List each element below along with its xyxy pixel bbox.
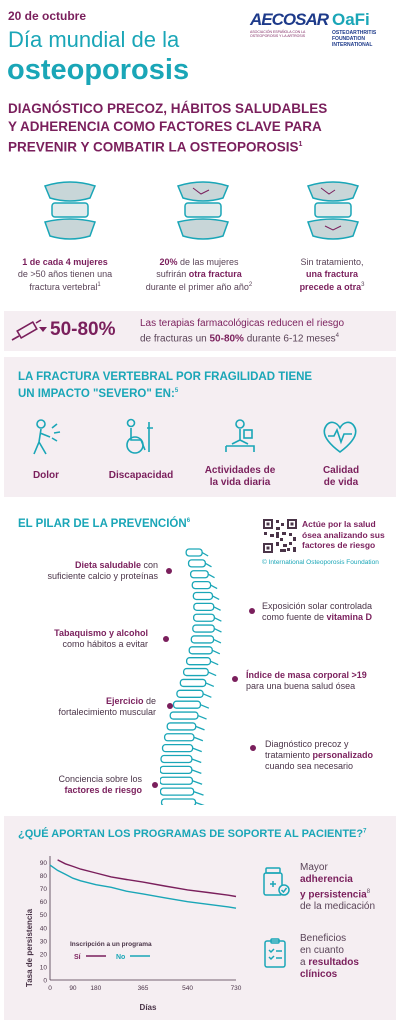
vertebra-process bbox=[211, 585, 218, 589]
page-title: osteoporosis bbox=[7, 54, 190, 86]
support-title: ¿QUÉ APORTAN LOS PROGRAMAS DE SOPORTE AL PACIENTE?$^7$ bbox=[18, 828, 367, 840]
date-label: 20 de octubre bbox=[8, 9, 87, 23]
y-tick-label: 40 bbox=[39, 925, 47, 933]
vertebra-segment bbox=[193, 625, 214, 632]
vertebra-segment bbox=[180, 679, 205, 686]
pillar-item-diagnosis: Diagnóstico precoz y tratamiento personalizado cuando sea necesario bbox=[265, 739, 374, 771]
vertebra-process bbox=[212, 650, 220, 654]
x-tick-label: 90 bbox=[69, 985, 77, 992]
x-tick-label: 540 bbox=[182, 985, 194, 992]
pillar-title: EL PILAR DE LA PREVENCIÓN$^6$ bbox=[18, 518, 191, 530]
series-line-no bbox=[50, 865, 236, 908]
vertebra-segment bbox=[160, 788, 193, 795]
vertebra-segment bbox=[189, 560, 206, 567]
impact-label-disability: Discapacidad bbox=[108, 470, 174, 481]
vertebra-segment bbox=[194, 603, 214, 610]
vertebra-process bbox=[210, 661, 218, 665]
vertebra-process bbox=[208, 672, 216, 676]
vertebra-segment bbox=[167, 723, 196, 730]
impact-title: LA FRACTURA VERTEBRAL POR FRAGILIDAD TIENE UN IMPACTO "SEVERO" EN:$^5$ bbox=[18, 371, 313, 400]
spine-illustration bbox=[160, 545, 230, 805]
vertebra-segment bbox=[194, 614, 215, 621]
y-tick-label: 30 bbox=[39, 938, 47, 946]
series-line-si bbox=[58, 860, 236, 897]
vertebra-process bbox=[208, 574, 214, 578]
oafi-logo: OaFi OSTEOARTHRITIS FOUNDATION INTERNATIONAL bbox=[332, 10, 377, 48]
pillar-dot bbox=[249, 608, 255, 614]
vertebra-segment bbox=[163, 745, 193, 752]
vertebra-segment bbox=[161, 756, 192, 763]
y-tick-label: 90 bbox=[39, 860, 47, 868]
therapy-text: Las terapias farmacológicas reducen el riesgo de fracturas un 50-80% durante 6-12 meses$^4$ bbox=[140, 318, 344, 345]
y-tick-label: 0 bbox=[43, 977, 47, 985]
pillar-item-diet: Dieta saludable con suficiente calcio y proteínas bbox=[47, 560, 158, 581]
pillar-item-sun: Exposición solar controlada como fuente de vitamina D bbox=[262, 601, 373, 622]
vertebra-segment bbox=[160, 777, 192, 784]
pain-icon bbox=[28, 418, 64, 456]
legend-title: Inscripción a un programa bbox=[70, 941, 152, 948]
impact-label-pain: Dolor bbox=[32, 470, 60, 481]
vertebra-icon bbox=[45, 182, 95, 239]
y-tick-label: 60 bbox=[39, 899, 47, 907]
vertebra-process bbox=[212, 596, 219, 600]
vertebra-process bbox=[194, 792, 204, 796]
heart-icon bbox=[320, 418, 360, 456]
pillar-dot bbox=[166, 568, 172, 574]
impact-label-daily: Actividades de la vida diaria bbox=[204, 465, 276, 488]
vertebra-process bbox=[200, 705, 208, 709]
vertebra-process bbox=[198, 716, 207, 720]
chart-xlabel: Días bbox=[139, 1003, 157, 1012]
vertebra-process bbox=[193, 748, 202, 752]
legend-yes: Sí bbox=[74, 954, 81, 961]
vertebra-process bbox=[196, 726, 205, 730]
chart-ylabel: Tasa de persistencia bbox=[25, 908, 34, 988]
y-tick-label: 70 bbox=[39, 886, 47, 894]
vertebra-segment bbox=[162, 799, 196, 805]
vertebra-process bbox=[214, 639, 221, 643]
vertebra-segment bbox=[186, 549, 202, 556]
daily-activities-icon bbox=[222, 418, 258, 456]
pillar-dot bbox=[167, 703, 173, 709]
x-tick-label: 0 bbox=[48, 985, 52, 992]
x-tick-label: 180 bbox=[90, 985, 102, 992]
vertebra-process bbox=[214, 629, 221, 633]
pillar-item-exercise: Ejercicio de fortalecimiento muscular bbox=[58, 696, 156, 717]
copyright-note: © International Osteoporosis Foundation bbox=[262, 559, 379, 566]
vertebra-process bbox=[203, 694, 211, 698]
vertebra-process bbox=[192, 770, 201, 774]
benefit-adherence: Mayor adherencia y persistencia$^8$ de la medicación bbox=[300, 862, 376, 913]
vertebra-process bbox=[214, 607, 221, 611]
legend-no: No bbox=[116, 954, 126, 961]
therapy-value: 50-80% bbox=[50, 319, 116, 340]
stat-vertebral: 1 de cada 4 mujeres de >50 años tienen una fractura vertebral$^1$ bbox=[17, 257, 113, 292]
vertebra-segment bbox=[165, 734, 194, 741]
vertebra-segment bbox=[191, 636, 213, 643]
vertebra-segment bbox=[189, 647, 212, 654]
y-tick-label: 50 bbox=[39, 912, 47, 920]
vertebra-segment bbox=[173, 701, 200, 708]
pillar-item-bmi: Índice de masa corporal >19 para una buena salud ósea bbox=[246, 670, 367, 691]
qr-caption: Actúe por la salud ósea analizando sus factores de riesgo bbox=[302, 519, 385, 550]
wheelchair-icon bbox=[123, 418, 159, 456]
vertebra-segment bbox=[170, 712, 198, 719]
pillar-item-tobacco: Tabaquismo y alcohol como hábitos a evitar bbox=[54, 628, 148, 649]
impact-label-quality: Calidad de vida bbox=[322, 465, 360, 488]
benefit-clinical: Beneficios en cuanto a resultados clínicos bbox=[300, 933, 359, 980]
pillar-dot bbox=[232, 676, 238, 682]
pillar-dot bbox=[152, 782, 158, 788]
vertebra-segment bbox=[191, 571, 209, 578]
vertebra-process bbox=[205, 563, 211, 567]
vertebra-segment bbox=[177, 690, 203, 697]
vertebra-segment bbox=[160, 766, 192, 773]
x-tick-label: 365 bbox=[137, 985, 149, 992]
vertebra-process bbox=[202, 553, 208, 557]
x-tick-label: 730 bbox=[230, 985, 242, 992]
y-tick-label: 80 bbox=[39, 873, 47, 881]
vertebra-process bbox=[206, 683, 214, 687]
vertebra-segment bbox=[192, 582, 210, 589]
vertebra-process bbox=[192, 781, 202, 785]
vertebra-process bbox=[196, 803, 206, 806]
persistence-chart bbox=[20, 848, 248, 1014]
stat-second-fracture: 20% de las mujeres sufrirán otra fractura durante el primer año año$^2$ bbox=[145, 257, 253, 292]
aecosar-logo: AECOSAR ASOCIACIÓN ESPAÑOLA CON LA OSTEOPOROSIS Y LA ARTROSIS bbox=[250, 10, 329, 38]
pillar-dot bbox=[250, 745, 256, 751]
vertebra-segment bbox=[187, 658, 211, 665]
y-tick-label: 10 bbox=[39, 964, 47, 972]
vertebra-process bbox=[192, 759, 201, 763]
vertebra-segment bbox=[184, 669, 209, 676]
clinical-results-icon bbox=[262, 938, 290, 970]
pillar-item-awareness: Conciencia sobre los factores de riesgo bbox=[58, 774, 142, 795]
y-tick-label: 20 bbox=[39, 951, 47, 959]
vertebra-segment bbox=[193, 592, 212, 599]
headline: DIAGNÓSTICO PRECOZ, HÁBITOS SALUDABLES Y ADHERENCIA COMO FACTORES CLAVE PARA PREVENIR Y COMBATIR LA OSTEOPOROSIS$^1$ bbox=[8, 101, 328, 155]
vertebrae-icons bbox=[40, 178, 360, 248]
qr-code-icon[interactable] bbox=[262, 518, 298, 554]
medication-icon bbox=[262, 866, 290, 898]
stat-no-treatment: Sin tratamiento, una fractura precede a otra$^3$ bbox=[299, 257, 365, 292]
vertebra-process bbox=[194, 737, 203, 741]
arrow-down-icon bbox=[38, 324, 48, 334]
title-line1: Día mundial de la bbox=[8, 27, 180, 52]
pillar-dot bbox=[163, 636, 169, 642]
vertebra-process bbox=[214, 618, 221, 622]
